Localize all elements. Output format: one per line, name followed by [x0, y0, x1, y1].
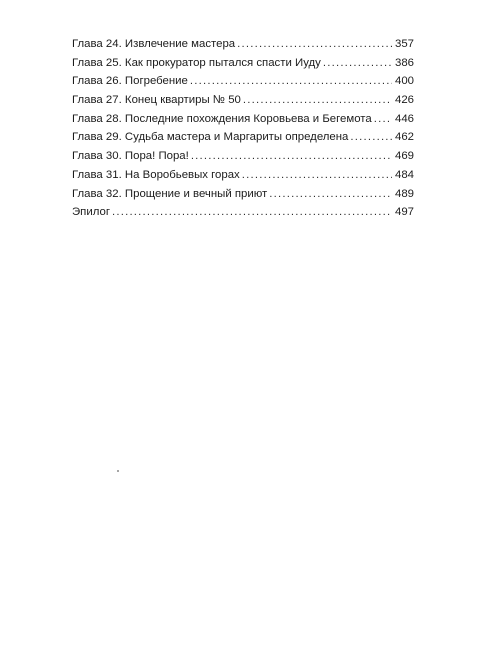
toc-leader-dots — [269, 188, 392, 200]
toc-leader-dots — [242, 169, 392, 181]
toc-entry — [72, 94, 414, 113]
paper-speck — [117, 470, 119, 472]
toc-entry-page: 462 — [394, 131, 414, 144]
table-of-contents — [72, 38, 414, 225]
toc-entry-page: 357 — [394, 38, 414, 50]
toc-leader-dots — [243, 94, 392, 106]
toc-entry-page: 426 — [394, 94, 414, 107]
toc-entry-title: Глава 31. На Воробьевых горах — [72, 168, 240, 181]
toc-entry-page: 400 — [394, 75, 414, 88]
toc-leader-dots — [323, 57, 392, 69]
toc-entry-title: Глава 24. Извлечение мастера — [72, 38, 236, 50]
toc-entry-title: Глава 27. Конец квартиры № 50 — [72, 94, 241, 107]
toc-entry-page: 489 — [394, 187, 414, 200]
toc-leader-dots — [112, 206, 392, 218]
toc-entry — [72, 169, 414, 188]
toc-entry-title: Глава 32. Прощение и вечный приют — [72, 187, 268, 200]
toc-entry — [72, 38, 414, 57]
toc-entry-page: 469 — [394, 150, 414, 163]
toc-entry — [72, 188, 414, 207]
toc-entry-title: Глава 29. Судьба мастера и Маргариты определена — [72, 131, 349, 144]
toc-entry-page: 386 — [394, 56, 414, 69]
toc-entry — [72, 206, 414, 225]
toc-leader-dots — [191, 150, 392, 162]
toc-entry — [72, 150, 414, 169]
toc-entry-title: Глава 30. Пора! Пора! — [72, 150, 189, 163]
toc-entry-page: 497 — [394, 206, 414, 219]
toc-entry-title: Эпилог — [72, 206, 110, 219]
toc-leader-dots — [350, 131, 392, 143]
toc-entry-title: Глава 25. Как прокуратор пытался спасти Иуду — [72, 56, 321, 69]
toc-entry — [72, 113, 414, 132]
toc-leader-dots — [237, 38, 392, 50]
toc-entry — [72, 75, 414, 94]
toc-entry — [72, 131, 414, 150]
toc-entry-title: Глава 26. Погребение — [72, 75, 188, 88]
toc-leader-dots — [374, 113, 392, 125]
toc-entry-page: 446 — [394, 112, 414, 125]
toc-entry — [72, 57, 414, 76]
toc-leader-dots — [190, 75, 392, 87]
toc-entry-page: 484 — [394, 168, 414, 181]
toc-entry-title: Глава 28. Последние похождения Коровьева и Бегемота — [72, 112, 372, 125]
